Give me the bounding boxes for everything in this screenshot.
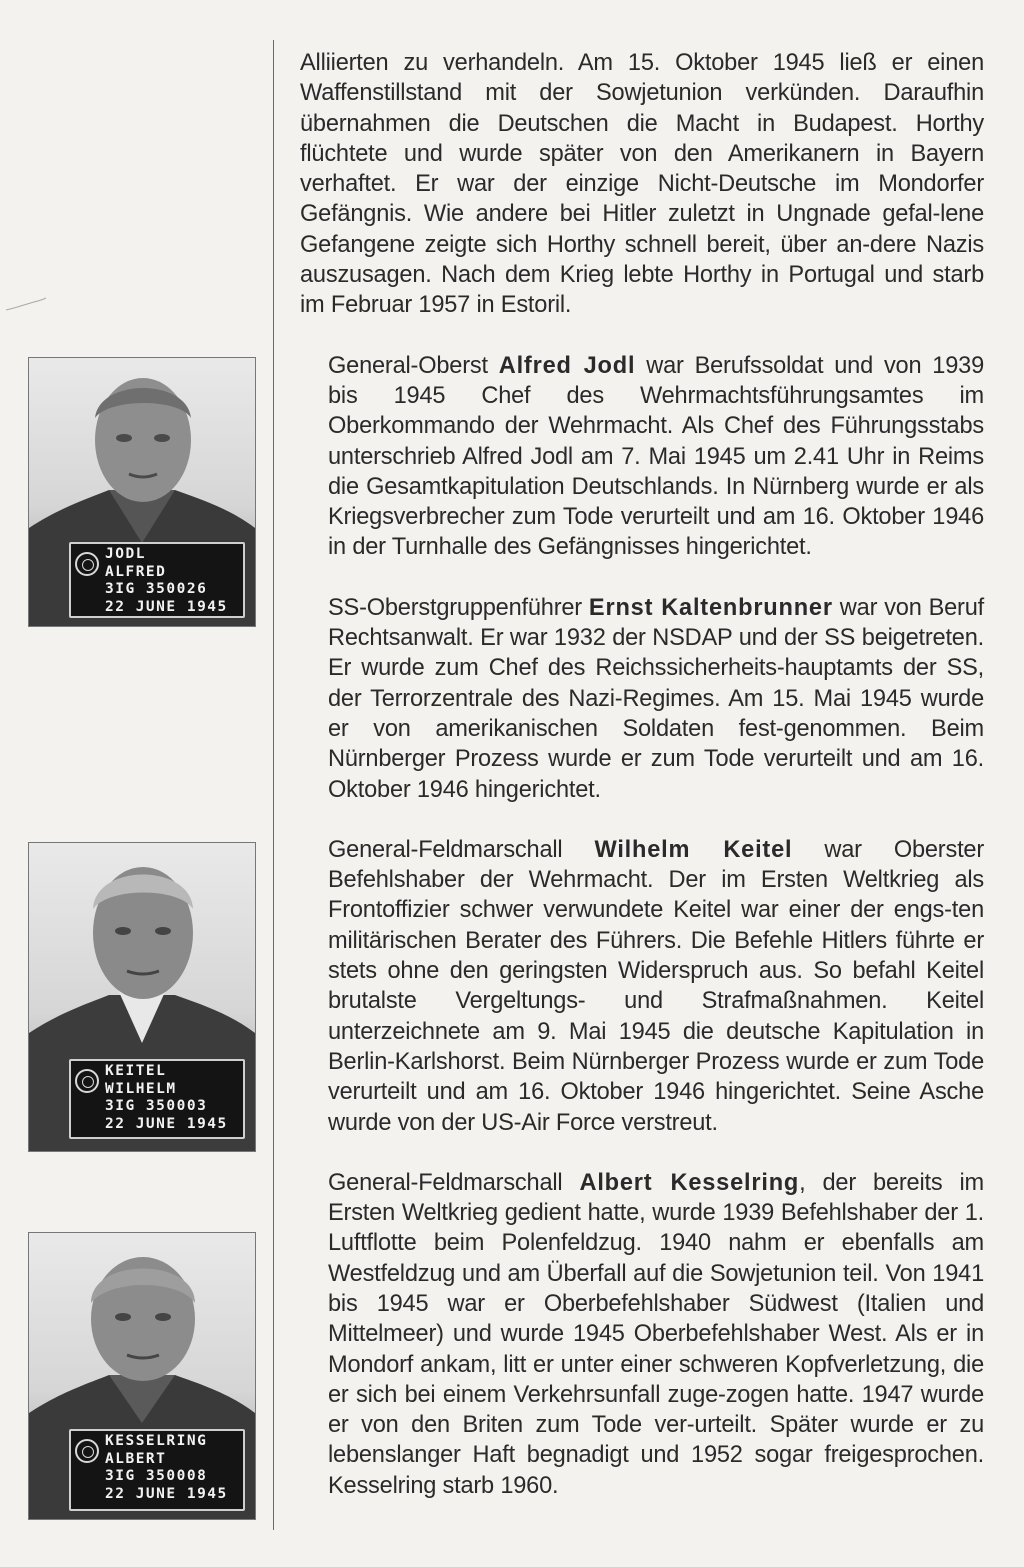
rank-kaltenbrunner: SS-Oberstgruppenführer <box>328 594 589 621</box>
paragraph-jodl <box>300 351 984 563</box>
name-plate-kesselring <box>69 1429 245 1511</box>
rank-keitel: General-Feldmarschall <box>328 836 595 863</box>
name-kesselring: Albert Kesselring <box>579 1169 800 1196</box>
text-jodl: war Berufssoldat und von 1939 bis 1945 Chef des Wehrmachtsführungsamtes im Oberkommando der Wehrmacht. Als Chef des Führungsstabs unterschrieb Alfred Jodl am 7. Mai 1945 um 2.41 Uhr in Reims die Gesamtkapitulation Deutschlands. In Nürnberg wurde er als Kriegsverbrecher zum Tode verurteilt und am 16. Oktober 1946 in der Turnhalle des Gefängnisses hingerichtet. <box>328 352 984 561</box>
rank-kesselring: General-Feldmarschall <box>328 1169 580 1196</box>
name-jodl: Alfred Jodl <box>498 352 636 379</box>
seal-icon <box>75 552 99 576</box>
paragraph-horthy: Alliierten zu verhandeln. Am 15. Oktober 1945 ließ er einen Waffenstillstand mit der Sowjetunion verkünden. Daraufhin übernahmen die Deutschen die Macht in Budapest. Horthy flüchtete und wurde später von den Amerikanern in Bayern verhaftet. Er war der einzige Nicht-Deutsche im Mondorfer Gefängnis. Wie andere bei Hitler zuletzt in Ungnade gefal-lene Gefangene zeigte sich Horthy schnell bereit, über an-dere Nazis auszusagen. Nach dem Krieg lebte Horthy in Portugal und starb im Februar 1957 in Estoril. <box>300 50 984 319</box>
paragraph-kaltenbrunner <box>300 593 984 805</box>
text-kesselring: , der bereits im Ersten Weltkrieg gedient hatte, wurde 1939 Befehlshaber der 1. Luftflotte beim Polenfeldzug. 1940 nahm er ebenfalls am Westfeldzug und am Überfall auf die Sowjetunion teil. Von 1941 bis 1945 war er Oberbefehlshaber Südwest (Italien und Mittelmeer) und wurde 1945 Oberbefehlshaber West. Als er in Mondorf ankam, litt er unter einer schweren Kopfverletzung, die er sich bei einem Verkehrsunfall zuge-zogen hatte. 1947 wurde er von den Briten zum Tode ver-urteilt. Später wurde er zu lebenslanger Haft begnadigt und 1952 sogar freigesprochen. Kesselring starb 1960. <box>328 1169 984 1499</box>
paragraph-kesselring <box>300 1168 984 1501</box>
plate-surname: KEITEL <box>105 1063 167 1079</box>
plate-date: 22 JUNE 1945 <box>105 1115 228 1132</box>
plate-date: 22 JUNE 1945 <box>105 598 228 615</box>
name-plate-jodl <box>69 542 245 618</box>
mugshot-jodl <box>28 357 256 627</box>
plate-surname: KESSELRING <box>105 1433 208 1449</box>
plate-given-name: ALFRED <box>105 563 167 580</box>
mugshot-kesselring <box>28 1232 256 1520</box>
plate-surname: JODL <box>105 546 146 562</box>
text-keitel: war Oberster Befehlshaber der Wehrmacht. Der im Ersten Weltkrieg als Frontoffizier schwer verwundete Keitel war einer der engs-ten militärischen Berater des Führers. Die Befehle Hitlers führte er stets ohne den geringsten Widerspruch aus. So befahl Keitel brutalste Vergeltungs- und Strafmaßnahmen. Keitel unterzeichnete am 9. Mai 1945 die deutsche Kapitulation in Berlin-Karlshorst. Beim Nürnberger Prozess wurde er zum Tode verurteilt und am 16. Oktober 1946 hingerichtet. Seine Asche wurde von der US-Air Force verstreut. <box>328 836 984 1136</box>
plate-given-name: WILHELM <box>105 1080 177 1097</box>
seal-icon <box>75 1439 99 1463</box>
seal-icon <box>75 1069 99 1093</box>
plate-number: 3IG 350003 <box>105 1098 208 1114</box>
mugshot-keitel <box>28 842 256 1152</box>
name-kaltenbrunner: Ernst Kaltenbrunner <box>588 594 833 621</box>
text-kaltenbrunner: war von Beruf Rechtsanwalt. Er war 1932 der NSDAP und der SS beigetreten. Er wurde zum Chef des Reichssicherheits-hauptamts der SS, der Terrorzentrale des Nazi-Regimes. Am 15. Mai 1945 wurde er von amerikanischen Soldaten fest-genommen. Beim Nürnberger Prozess wurde er zum Tode verurteilt und am 16. Oktober 1946 hingerichtet. <box>328 594 984 803</box>
column-divider <box>273 40 274 1530</box>
name-plate-keitel <box>69 1059 245 1139</box>
plate-number: 3IG 350008 <box>105 1468 208 1484</box>
rank-jodl: General-Oberst <box>328 352 499 379</box>
pencil-mark <box>4 296 48 314</box>
plate-date: 22 JUNE 1945 <box>105 1485 228 1502</box>
body-text <box>300 48 984 1501</box>
name-keitel: Wilhelm Keitel <box>594 836 793 863</box>
plate-given-name: ALBERT <box>105 1450 167 1467</box>
paragraph-keitel <box>300 835 984 1138</box>
plate-number: 3IG 350026 <box>105 581 208 597</box>
